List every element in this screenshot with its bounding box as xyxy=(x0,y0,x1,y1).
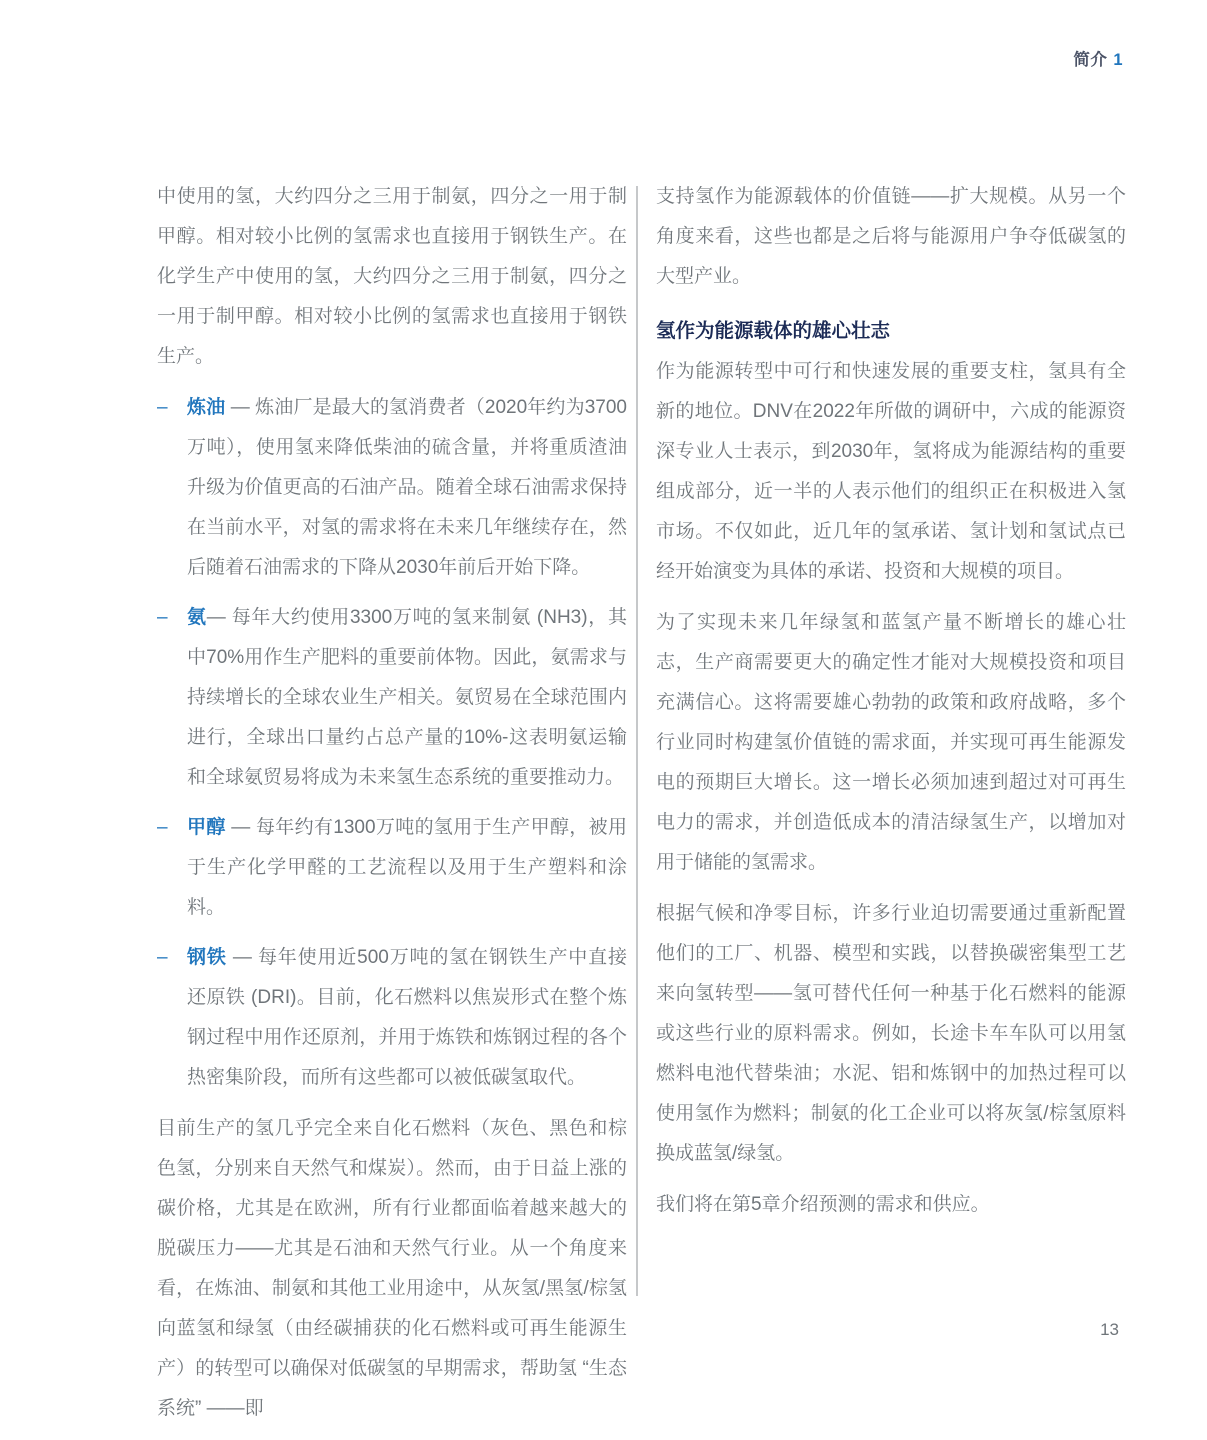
bullet-separator: — xyxy=(225,817,256,838)
list-item-methanol xyxy=(157,808,627,928)
bullet-text: 每年大约使用3300万吨的氢来制氨 (NH3)，其中70%用作生产肥料的重要前体物。因此，氨需求与持续增长的全球农业生产相关。氨贸易在全球范围内进行，全球出口量约占总产量的10%-这表明氨运输和全球氨贸易将成为未来氢生态系统的重要推动力。 xyxy=(187,607,627,788)
bullet-separator: — xyxy=(206,607,232,628)
closing-paragraph: 目前生产的氢几乎完全来自化石燃料（灰色、黑色和棕色氢，分别来自天然气和煤炭）。然而，由于日益上涨的碳价格，尤其是在欧洲，所有行业都面临着越来越大的脱碳压力——尤其是石油和天然气行业。从一个角度来看，在炼油、制氨和其他工业用途中，从灰氢/黑氢/棕氢向蓝氢和绿氢（由经碳捕获的化石燃料或可再生能源生产）的转型可以确保对低碳氢的早期需求，帮助氢 “生态系统” ——即 xyxy=(157,1118,627,1419)
bullet-separator: — xyxy=(226,947,258,968)
column-divider xyxy=(636,186,638,1296)
right-column xyxy=(656,177,1126,1236)
bullet-term: 炼油 xyxy=(187,397,226,418)
list-item-refining xyxy=(157,388,627,588)
paragraph: 支持氢作为能源载体的价值链——扩大规模。从另一个角度来看，这些也都是之后将与能源用户争夺低碳氢的大型产业。 xyxy=(656,186,1126,287)
bullet-dash: – xyxy=(157,397,168,418)
section-label: 简介 xyxy=(1073,51,1108,69)
bullet-term: 甲醇 xyxy=(187,817,226,838)
paragraph: 根据气候和净零目标，许多行业迫切需要通过重新配置他们的工厂、机器、模型和实践，以替换碳密集型工艺来向氢转型——氢可替代任何一种基于化石燃料的能源或这些行业的原料需求。例如，长途卡车车队可以用氢燃料电池代替柴油；水泥、铝和炼钢中的加热过程可以使用氢作为燃料；制氨的化工企业可以将灰氢/棕氢原料换成蓝氢/绿氢。 xyxy=(656,903,1126,1164)
running-header xyxy=(1073,46,1123,70)
bullet-term: 氨 xyxy=(187,607,207,628)
bullet-separator: — xyxy=(225,397,256,418)
list-item-steel xyxy=(157,938,627,1098)
bullet-text: 每年约有1300万吨的氢用于生产甲醇，被用于生产化学甲醛的工艺流程以及用于生产塑料和涂料。 xyxy=(187,817,627,918)
chapter-number: 1 xyxy=(1113,51,1123,69)
left-column xyxy=(157,177,627,1440)
bullet-text: 每年使用近500万吨的氢在钢铁生产中直接还原铁 (DRI)。目前，化石燃料以焦炭形式在整个炼钢过程中用作还原剂，并用于炼铁和炼钢过程的各个热密集阶段，而所有这些都可以被低碳氢取代。 xyxy=(187,947,627,1088)
intro-paragraph: 中使用的氢，大约四分之三用于制氨，四分之一用于制甲醇。相对较小比例的氢需求也直接用于钢铁生产。在化学生产中使用的氢，大约四分之三用于制氨，四分之一用于制甲醇。相对较小比例的氢需求也直接用于钢铁生产。 xyxy=(157,186,627,367)
bullet-dash: – xyxy=(157,607,168,628)
bullet-text: 炼油厂是最大的氢消费者（2020年约为3700万吨），使用氢来降低柴油的硫含量，并将重质渣油升级为价值更高的石油产品。随着全球石油需求保持在当前水平，对氢的需求将在未来几年继续存在，然后随着石油需求的下降从2030年前后开始下降。 xyxy=(187,397,627,578)
bullet-term: 钢铁 xyxy=(187,947,227,968)
bullet-dash: – xyxy=(157,817,168,838)
list-item-ammonia xyxy=(157,598,627,798)
section-subheading: 氢作为能源载体的雄心壮志 xyxy=(656,320,891,342)
paragraph: 为了实现未来几年绿氢和蓝氢产量不断增长的雄心壮志，生产商需要更大的确定性才能对大规模投资和项目充满信心。这将需要雄心勃勃的政策和政府战略，多个行业同时构建氢价值链的需求面，并实现可再生能源发电的预期巨大增长。这一增长必须加速到超过对可再生电力的需求，并创造低成本的清洁绿氢生产，以增加对用于储能的氢需求。 xyxy=(656,612,1126,873)
paragraph: 我们将在第5章介绍预测的需求和供应。 xyxy=(656,1194,990,1215)
paragraph: 作为能源转型中可行和快速发展的重要支柱，氢具有全新的地位。DNV在2022年所做的调研中，六成的能源资深专业人士表示，到2030年，氢将成为能源结构的重要组成部分，近一半的人表示他们的组织正在积极进入氢市场。不仅如此，近几年的氢承诺、氢计划和氢试点已经开始演变为具体的承诺、投资和大规模的项目。 xyxy=(656,361,1126,582)
hydrogen-uses-list xyxy=(157,388,627,1098)
bullet-dash: – xyxy=(157,947,168,968)
page-number: 13 xyxy=(1100,1320,1119,1339)
